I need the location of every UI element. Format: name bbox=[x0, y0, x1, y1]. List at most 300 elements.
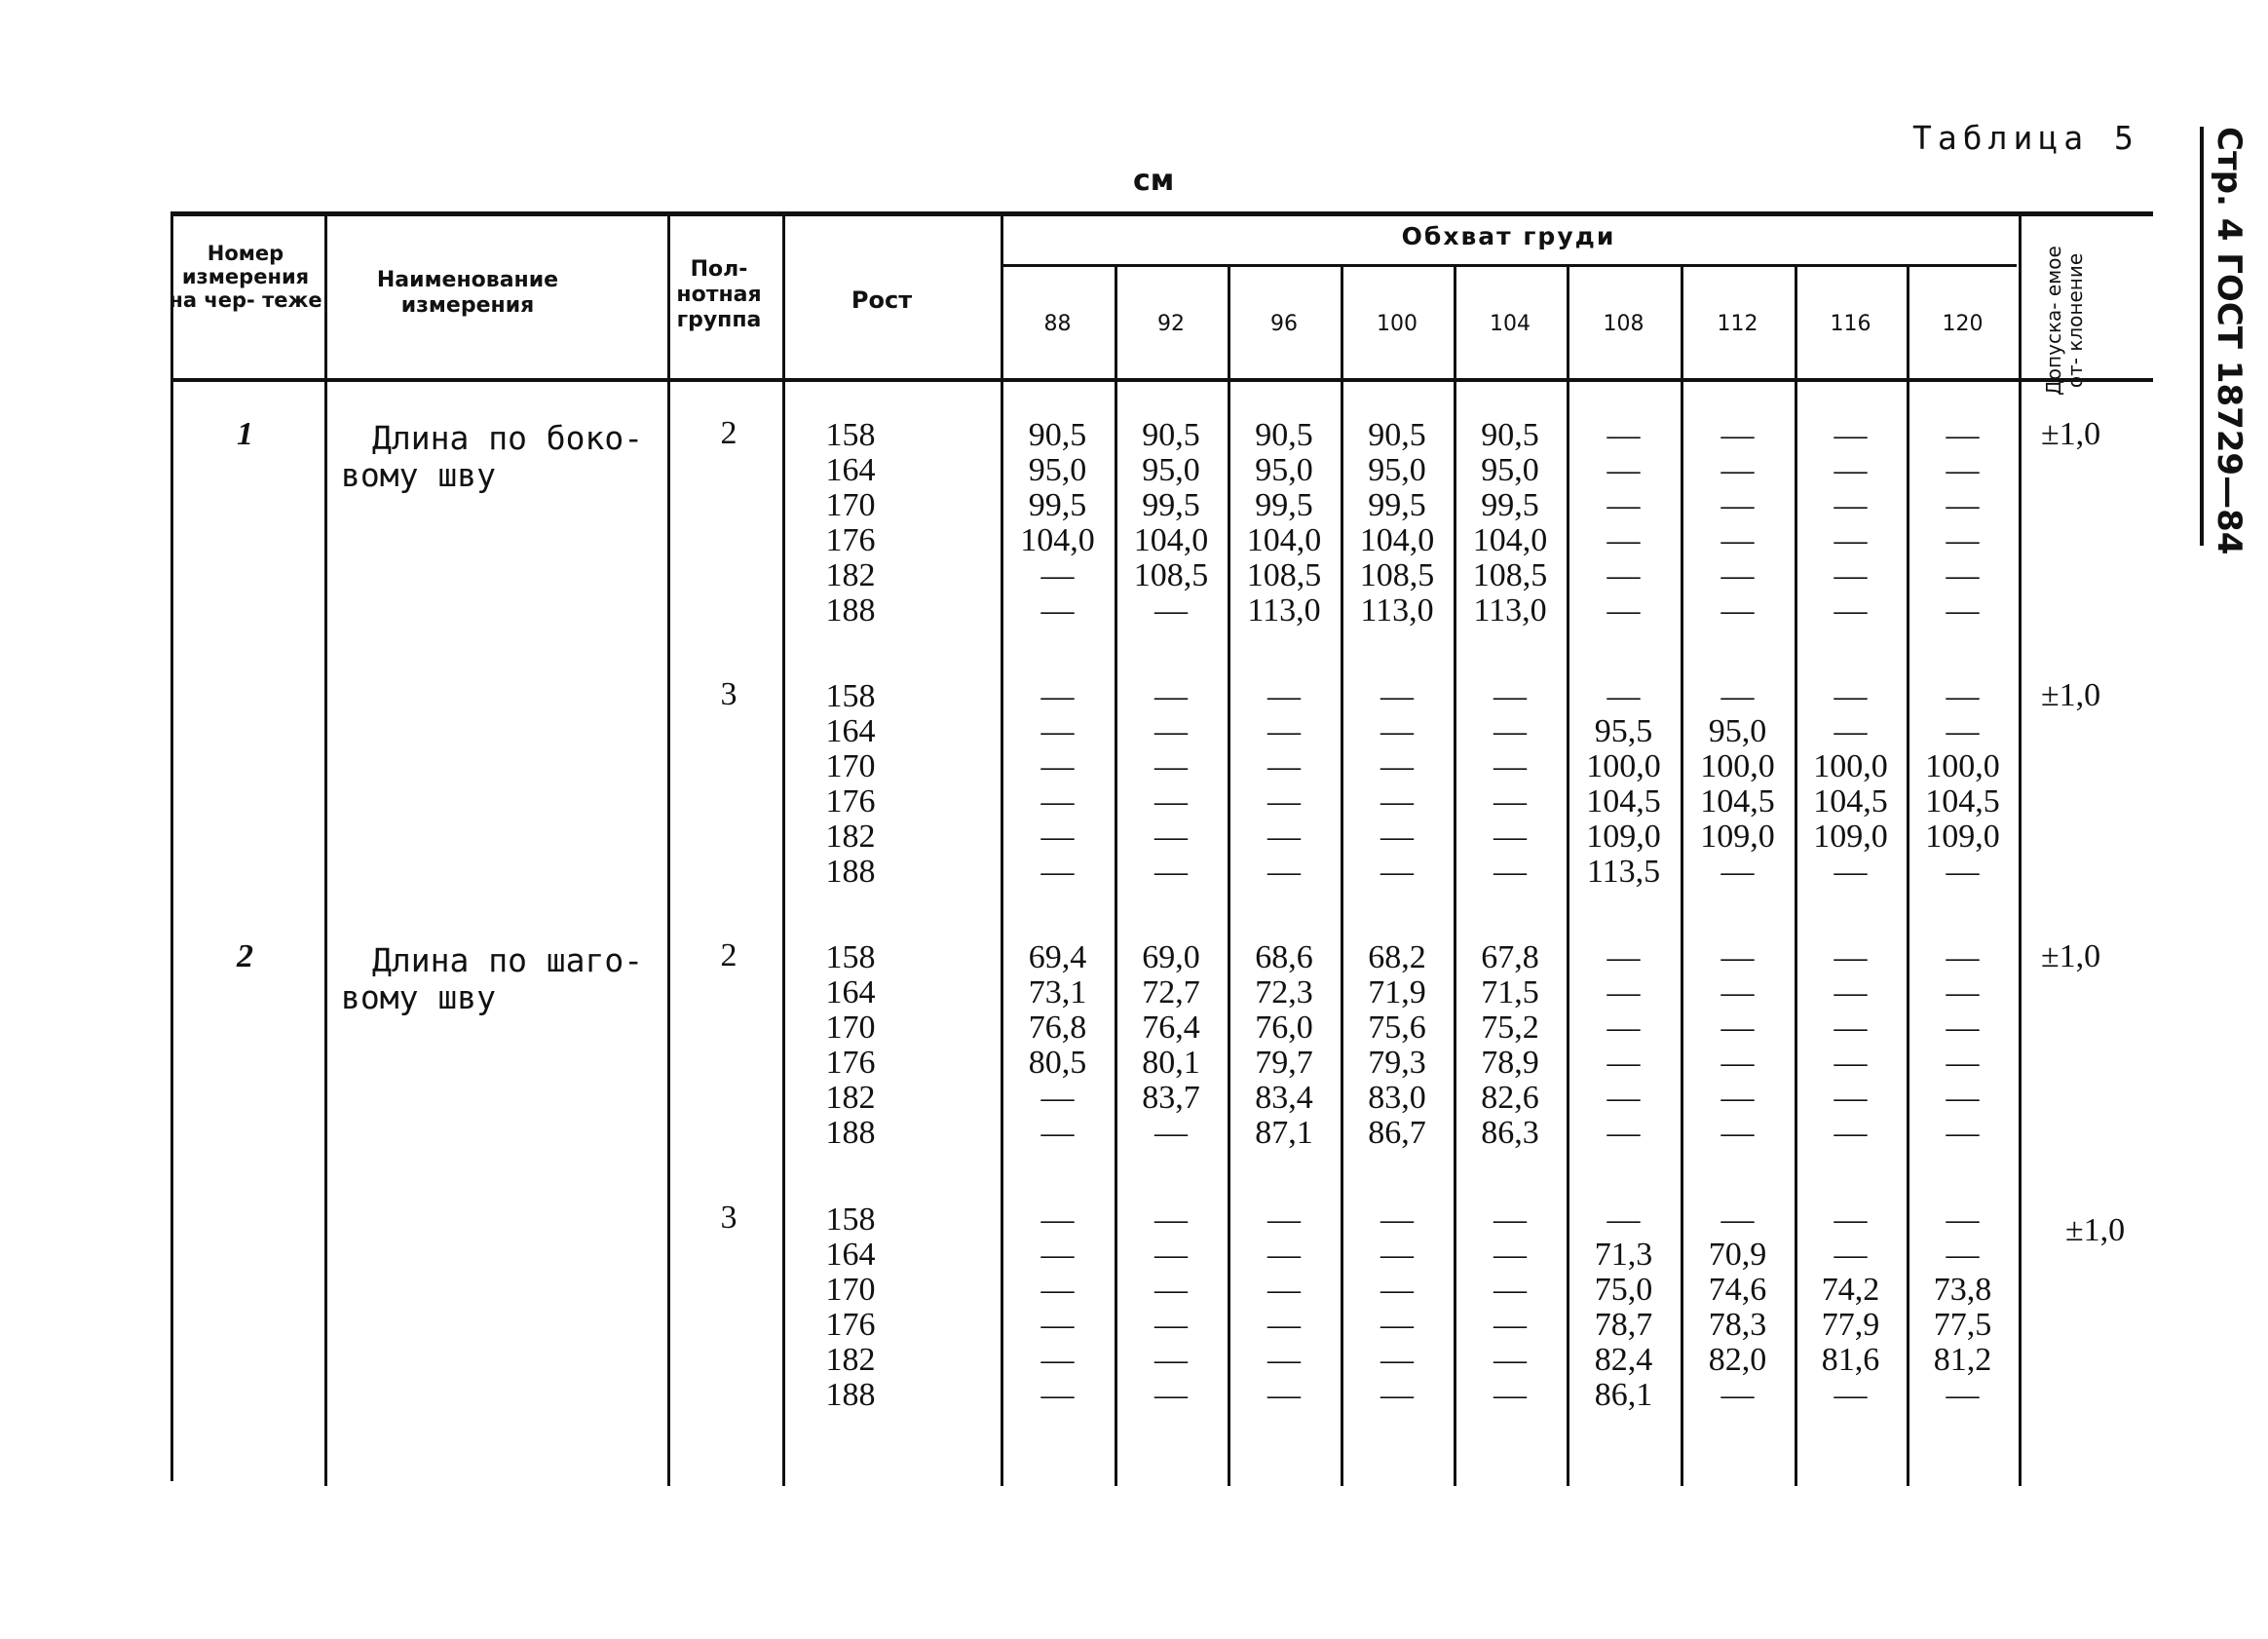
cell-value: — bbox=[1720, 522, 1755, 558]
cell-value: — bbox=[1040, 592, 1075, 629]
cell-value: — bbox=[1380, 1272, 1414, 1308]
chest-column-values bbox=[1455, 1202, 1565, 1413]
cell-value: — bbox=[1380, 678, 1414, 714]
chest-size-header: 112 bbox=[1717, 312, 1758, 336]
cell-value: — bbox=[1946, 1377, 1980, 1413]
cell-value: 73,1 bbox=[1028, 974, 1087, 1010]
cell-value: — bbox=[1040, 819, 1075, 855]
chest-column-values bbox=[1116, 679, 1226, 890]
side-header-text: Стр. 4 ГОСТ 18729—84 bbox=[2210, 127, 2249, 555]
cell-value: — bbox=[1154, 748, 1188, 784]
cell-value: 74,6 bbox=[1708, 1272, 1767, 1308]
cell-value: 86,3 bbox=[1481, 1115, 1539, 1151]
cell-value: — bbox=[1606, 1045, 1641, 1081]
cell-value: 79,3 bbox=[1368, 1045, 1426, 1081]
cell-value: — bbox=[1493, 1237, 1527, 1273]
measurement-number: 2 bbox=[237, 938, 253, 974]
cell-value: — bbox=[1267, 854, 1301, 890]
cell-value: — bbox=[1720, 1080, 1755, 1116]
cell-value: 80,5 bbox=[1028, 1045, 1087, 1081]
cell-value: — bbox=[1946, 678, 1980, 714]
side-margin-rule bbox=[2200, 127, 2204, 546]
height-value: 164 bbox=[825, 1237, 876, 1273]
header-meas-no bbox=[168, 242, 323, 312]
cell-value: 104,5 bbox=[1586, 783, 1661, 820]
cell-value: — bbox=[1493, 819, 1527, 855]
cell-value: — bbox=[1833, 1201, 1868, 1238]
cell-value: — bbox=[1154, 1115, 1188, 1151]
cell-value: — bbox=[1946, 713, 1980, 749]
cell-value: 99,5 bbox=[1481, 487, 1539, 523]
header-meas-name bbox=[351, 268, 585, 319]
header-group bbox=[665, 257, 773, 333]
cell-value: 77,9 bbox=[1821, 1307, 1880, 1343]
cell-value: — bbox=[1833, 557, 1868, 593]
cell-value: — bbox=[1380, 854, 1414, 890]
chest-size-header: 120 bbox=[1942, 312, 1984, 336]
height-value: 164 bbox=[825, 452, 876, 488]
cell-value: 104,5 bbox=[1813, 783, 1888, 820]
cell-value: — bbox=[1720, 487, 1755, 523]
cell-value: — bbox=[1606, 1201, 1641, 1238]
cell-value: — bbox=[1040, 783, 1075, 820]
cell-value: — bbox=[1267, 1272, 1301, 1308]
cell-value: — bbox=[1946, 1237, 1980, 1273]
cell-value: — bbox=[1946, 974, 1980, 1010]
cell-value: 71,5 bbox=[1481, 974, 1539, 1010]
cell-value: — bbox=[1946, 1045, 1980, 1081]
cell-value: — bbox=[1946, 1115, 1980, 1151]
cell-value: — bbox=[1946, 1010, 1980, 1046]
chest-column-values bbox=[1455, 679, 1565, 890]
cell-value: — bbox=[1380, 819, 1414, 855]
chest-column-values bbox=[1796, 1202, 1905, 1413]
header-group-text: Пол- нотная группа bbox=[676, 257, 762, 332]
cell-value: 81,6 bbox=[1821, 1342, 1880, 1378]
chest-column-values bbox=[1002, 679, 1113, 890]
cell-value: 78,3 bbox=[1708, 1307, 1767, 1343]
cell-value: 68,6 bbox=[1255, 939, 1313, 975]
cell-value: — bbox=[1267, 1342, 1301, 1378]
chest-column-values bbox=[1682, 940, 1793, 1151]
column-rule bbox=[2019, 216, 2022, 1486]
cell-value: 87,1 bbox=[1255, 1115, 1313, 1151]
cell-value: — bbox=[1493, 1342, 1527, 1378]
chest-column-values bbox=[1116, 418, 1226, 629]
fullness-group: 2 bbox=[720, 937, 737, 973]
cell-value: 113,0 bbox=[1473, 592, 1547, 629]
chest-size-header: 104 bbox=[1490, 312, 1531, 336]
chest-column-values bbox=[1116, 1202, 1226, 1413]
tolerance-value: ±1,0 bbox=[2041, 938, 2101, 974]
cell-value: 104,0 bbox=[1133, 522, 1209, 558]
height-value: 188 bbox=[825, 1377, 876, 1413]
cell-value: — bbox=[1040, 1201, 1075, 1238]
cell-value: — bbox=[1720, 974, 1755, 1010]
cell-value: 77,5 bbox=[1933, 1307, 1992, 1343]
measurement-name-line: вому шву bbox=[341, 978, 496, 1016]
cell-value: — bbox=[1720, 854, 1755, 890]
header-chest-group-text: Обхват груди bbox=[1401, 222, 1616, 250]
measurement-name bbox=[341, 420, 643, 494]
chest-column-values bbox=[1342, 940, 1452, 1151]
chest-group-rule bbox=[1001, 264, 2017, 267]
height-value: 176 bbox=[825, 522, 876, 558]
cell-value: — bbox=[1833, 1010, 1868, 1046]
cell-value: 104,0 bbox=[1020, 522, 1095, 558]
cell-value: — bbox=[1267, 1377, 1301, 1413]
chest-column-values bbox=[1229, 679, 1339, 890]
cell-value: 104,5 bbox=[1700, 783, 1775, 820]
cell-value: 69,0 bbox=[1142, 939, 1200, 975]
height-value: 182 bbox=[825, 1080, 876, 1116]
cell-value: — bbox=[1154, 592, 1188, 629]
cell-value: — bbox=[1606, 1115, 1641, 1151]
cell-value: 109,0 bbox=[1586, 819, 1661, 855]
header-height bbox=[789, 288, 974, 312]
header-meas-no-text: Номер измерения на чер- теже bbox=[169, 242, 322, 312]
height-value: 182 bbox=[825, 1342, 876, 1378]
height-list bbox=[816, 1202, 885, 1413]
cell-value: — bbox=[1267, 748, 1301, 784]
cell-value: — bbox=[1606, 1080, 1641, 1116]
cell-value: 72,7 bbox=[1142, 974, 1200, 1010]
cell-value: 69,4 bbox=[1028, 939, 1087, 975]
cell-value: 109,0 bbox=[1925, 819, 2000, 855]
cell-value: — bbox=[1833, 713, 1868, 749]
cell-value: — bbox=[1493, 678, 1527, 714]
height-value: 158 bbox=[825, 1201, 876, 1238]
column-rule bbox=[170, 216, 173, 1481]
cell-value: — bbox=[1493, 713, 1527, 749]
cell-value: — bbox=[1720, 678, 1755, 714]
cell-value: 90,5 bbox=[1368, 417, 1426, 453]
measurement-name-line: Длина по шаго- bbox=[372, 941, 644, 979]
chest-column-values bbox=[1796, 679, 1905, 890]
chest-column-values bbox=[1682, 679, 1793, 890]
cell-value: 74,2 bbox=[1821, 1272, 1880, 1308]
measurement-name-line: Длина по боко- bbox=[372, 419, 644, 457]
chest-column-values bbox=[1002, 940, 1113, 1151]
cell-value: — bbox=[1720, 592, 1755, 629]
cell-value: — bbox=[1154, 783, 1188, 820]
cell-value: 99,5 bbox=[1028, 487, 1087, 523]
cell-value: 100,0 bbox=[1925, 748, 2000, 784]
cell-value: 95,0 bbox=[1368, 452, 1426, 488]
height-value: 170 bbox=[825, 487, 876, 523]
chest-column-values bbox=[1002, 418, 1113, 629]
height-value: 188 bbox=[825, 592, 876, 629]
cell-value: — bbox=[1040, 1237, 1075, 1273]
cell-value: — bbox=[1720, 1377, 1755, 1413]
chest-column-values bbox=[1342, 679, 1452, 890]
cell-value: — bbox=[1380, 783, 1414, 820]
cell-value: — bbox=[1606, 678, 1641, 714]
fullness-group: 3 bbox=[720, 676, 737, 712]
cell-value: — bbox=[1267, 783, 1301, 820]
height-value: 176 bbox=[825, 1307, 876, 1343]
cell-value: 113,0 bbox=[1360, 592, 1434, 629]
cell-value: — bbox=[1267, 678, 1301, 714]
cell-value: 90,5 bbox=[1142, 417, 1200, 453]
chest-column-values bbox=[1002, 1202, 1113, 1413]
cell-value: — bbox=[1946, 452, 1980, 488]
cell-value: — bbox=[1380, 1342, 1414, 1378]
cell-value: — bbox=[1833, 1045, 1868, 1081]
cell-value: 75,0 bbox=[1594, 1272, 1653, 1308]
cell-value: — bbox=[1946, 417, 1980, 453]
column-rule bbox=[782, 216, 785, 1486]
chest-column-values bbox=[1569, 940, 1679, 1151]
cell-value: — bbox=[1946, 522, 1980, 558]
measurement-number: 1 bbox=[237, 416, 253, 452]
cell-value: 95,0 bbox=[1481, 452, 1539, 488]
cell-value: 104,5 bbox=[1925, 783, 2000, 820]
cell-value: — bbox=[1493, 1272, 1527, 1308]
cell-value: — bbox=[1267, 1307, 1301, 1343]
cell-value: — bbox=[1380, 748, 1414, 784]
header-bottom-rule bbox=[170, 378, 2153, 382]
cell-value: 83,4 bbox=[1255, 1080, 1313, 1116]
cell-value: — bbox=[1946, 592, 1980, 629]
cell-value: — bbox=[1833, 1080, 1868, 1116]
cell-value: — bbox=[1833, 487, 1868, 523]
cell-value: — bbox=[1154, 1272, 1188, 1308]
chest-column-values bbox=[1909, 1202, 2017, 1413]
height-value: 170 bbox=[825, 1010, 876, 1046]
cell-value: — bbox=[1946, 854, 1980, 890]
cell-value: — bbox=[1833, 1115, 1868, 1151]
chest-column-values bbox=[1909, 679, 2017, 890]
cell-value: 90,5 bbox=[1028, 417, 1087, 453]
cell-value: 108,5 bbox=[1246, 557, 1322, 593]
cell-value: — bbox=[1154, 678, 1188, 714]
table-top-rule bbox=[170, 211, 2153, 216]
cell-value: — bbox=[1833, 592, 1868, 629]
cell-value: — bbox=[1267, 1237, 1301, 1273]
chest-size-header: 96 bbox=[1270, 312, 1298, 336]
cell-value: 86,1 bbox=[1594, 1377, 1653, 1413]
chest-column-values bbox=[1682, 1202, 1793, 1413]
cell-value: 104,0 bbox=[1472, 522, 1548, 558]
chest-size-header: 88 bbox=[1043, 312, 1072, 336]
cell-value: — bbox=[1154, 854, 1188, 890]
tolerance-value: ±1,0 bbox=[2065, 1212, 2126, 1248]
cell-value: — bbox=[1493, 854, 1527, 890]
cell-value: — bbox=[1380, 1377, 1414, 1413]
height-value: 182 bbox=[825, 819, 876, 855]
cell-value: — bbox=[1267, 1201, 1301, 1238]
cell-value: 95,0 bbox=[1142, 452, 1200, 488]
cell-value: — bbox=[1380, 1201, 1414, 1238]
height-value: 164 bbox=[825, 974, 876, 1010]
cell-value: 113,5 bbox=[1586, 854, 1661, 890]
cell-value: — bbox=[1720, 1045, 1755, 1081]
table-title: Таблица 5 bbox=[1912, 119, 2139, 157]
cell-value: 108,5 bbox=[1472, 557, 1548, 593]
cell-value: — bbox=[1833, 522, 1868, 558]
cell-value: — bbox=[1946, 1080, 1980, 1116]
height-list bbox=[816, 940, 885, 1151]
chest-column-values bbox=[1569, 679, 1679, 890]
cell-value: 95,5 bbox=[1594, 713, 1653, 749]
height-value: 176 bbox=[825, 1045, 876, 1081]
cell-value: — bbox=[1040, 748, 1075, 784]
cell-value: — bbox=[1040, 1342, 1075, 1378]
cell-value: 71,9 bbox=[1368, 974, 1426, 1010]
chest-size-header: 92 bbox=[1157, 312, 1185, 336]
chest-column-values bbox=[1569, 1202, 1679, 1413]
page-side-header bbox=[2210, 127, 2249, 555]
cell-value: — bbox=[1606, 1010, 1641, 1046]
cell-value: — bbox=[1154, 1237, 1188, 1273]
cell-value: — bbox=[1606, 939, 1641, 975]
cell-value: — bbox=[1040, 557, 1075, 593]
cell-value: — bbox=[1267, 713, 1301, 749]
cell-value: 83,0 bbox=[1368, 1080, 1426, 1116]
height-value: 182 bbox=[825, 557, 876, 593]
cell-value: — bbox=[1833, 452, 1868, 488]
cell-value: 70,9 bbox=[1708, 1237, 1767, 1273]
measurement-name-line: вому шву bbox=[341, 456, 496, 494]
header-meas-name-text: Наименование измерения bbox=[376, 268, 559, 318]
chest-column-values bbox=[1682, 418, 1793, 629]
chest-column-values bbox=[1569, 418, 1679, 629]
cell-value: — bbox=[1606, 522, 1641, 558]
cell-value: — bbox=[1040, 1307, 1075, 1343]
height-list bbox=[816, 418, 885, 629]
cell-value: — bbox=[1040, 1377, 1075, 1413]
chest-size-header: 100 bbox=[1377, 312, 1418, 336]
height-value: 188 bbox=[825, 1115, 876, 1151]
cell-value: 95,0 bbox=[1255, 452, 1313, 488]
cell-value: — bbox=[1833, 678, 1868, 714]
chest-column-values bbox=[1342, 418, 1452, 629]
height-value: 164 bbox=[825, 713, 876, 749]
cell-value: 100,0 bbox=[1700, 748, 1775, 784]
height-value: 158 bbox=[825, 939, 876, 975]
cell-value: 80,1 bbox=[1142, 1045, 1200, 1081]
cell-value: 71,3 bbox=[1594, 1237, 1653, 1273]
cell-value: — bbox=[1720, 1010, 1755, 1046]
cell-value: 75,6 bbox=[1368, 1010, 1426, 1046]
chest-size-header: 116 bbox=[1830, 312, 1871, 336]
cell-value: 82,4 bbox=[1594, 1342, 1653, 1378]
cell-value: — bbox=[1720, 1115, 1755, 1151]
cell-value: 78,7 bbox=[1594, 1307, 1653, 1343]
header-tolerance bbox=[2043, 233, 2107, 408]
cell-value: 81,2 bbox=[1933, 1342, 1992, 1378]
cell-value: — bbox=[1380, 1307, 1414, 1343]
cell-value: — bbox=[1493, 1307, 1527, 1343]
cell-value: 83,7 bbox=[1142, 1080, 1200, 1116]
cell-value: — bbox=[1040, 1115, 1075, 1151]
cell-value: — bbox=[1267, 819, 1301, 855]
cell-value: — bbox=[1833, 854, 1868, 890]
chest-column-values bbox=[1229, 940, 1339, 1151]
cell-value: — bbox=[1154, 1307, 1188, 1343]
cell-value: 76,4 bbox=[1142, 1010, 1200, 1046]
fullness-group: 2 bbox=[720, 415, 737, 451]
cell-value: — bbox=[1154, 713, 1188, 749]
cell-value: — bbox=[1380, 1237, 1414, 1273]
cell-value: — bbox=[1493, 1201, 1527, 1238]
cell-value: 82,6 bbox=[1481, 1080, 1539, 1116]
cell-value: 109,0 bbox=[1813, 819, 1888, 855]
cell-value: — bbox=[1946, 939, 1980, 975]
cell-value: 82,0 bbox=[1708, 1342, 1767, 1378]
cell-value: 100,0 bbox=[1586, 748, 1661, 784]
column-rule bbox=[667, 216, 670, 1486]
cell-value: — bbox=[1606, 557, 1641, 593]
cell-value: — bbox=[1493, 1377, 1527, 1413]
cell-value: — bbox=[1493, 783, 1527, 820]
height-value: 188 bbox=[825, 854, 876, 890]
cell-value: — bbox=[1720, 417, 1755, 453]
cell-value: 90,5 bbox=[1481, 417, 1539, 453]
cell-value: — bbox=[1946, 557, 1980, 593]
cell-value: 104,0 bbox=[1246, 522, 1322, 558]
chest-column-values bbox=[1796, 418, 1905, 629]
cell-value: — bbox=[1606, 452, 1641, 488]
cell-value: 95,0 bbox=[1028, 452, 1087, 488]
cell-value: — bbox=[1040, 854, 1075, 890]
cell-value: — bbox=[1720, 939, 1755, 975]
cell-value: 79,7 bbox=[1255, 1045, 1313, 1081]
chest-size-header: 108 bbox=[1603, 312, 1644, 336]
cell-value: — bbox=[1040, 1272, 1075, 1308]
cell-value: — bbox=[1833, 974, 1868, 1010]
tolerance-value: ±1,0 bbox=[2041, 416, 2101, 452]
chest-column-values bbox=[1455, 940, 1565, 1151]
cell-value: — bbox=[1946, 487, 1980, 523]
cell-value: 90,5 bbox=[1255, 417, 1313, 453]
cell-value: 108,5 bbox=[1133, 557, 1209, 593]
unit-label: см bbox=[1133, 164, 1175, 198]
cell-value: — bbox=[1833, 939, 1868, 975]
height-value: 176 bbox=[825, 783, 876, 820]
header-chest-group bbox=[1001, 222, 2017, 250]
cell-value: — bbox=[1720, 452, 1755, 488]
cell-value: 78,9 bbox=[1481, 1045, 1539, 1081]
cell-value: — bbox=[1946, 1201, 1980, 1238]
chest-column-values bbox=[1455, 418, 1565, 629]
cell-value: — bbox=[1606, 592, 1641, 629]
cell-value: — bbox=[1154, 1377, 1188, 1413]
cell-value: 113,0 bbox=[1247, 592, 1321, 629]
cell-value: 76,0 bbox=[1255, 1010, 1313, 1046]
cell-value: 73,8 bbox=[1933, 1272, 1992, 1308]
cell-value: 86,7 bbox=[1368, 1115, 1426, 1151]
height-value: 170 bbox=[825, 1272, 876, 1308]
cell-value: 104,0 bbox=[1359, 522, 1435, 558]
tolerance-value: ±1,0 bbox=[2041, 677, 2101, 713]
height-list bbox=[816, 679, 885, 890]
measurement-name bbox=[341, 942, 643, 1016]
chest-column-values bbox=[1342, 1202, 1452, 1413]
cell-value: 95,0 bbox=[1708, 713, 1767, 749]
cell-value: — bbox=[1606, 487, 1641, 523]
chest-column-values bbox=[1229, 418, 1339, 629]
cell-value: 99,5 bbox=[1142, 487, 1200, 523]
cell-value: — bbox=[1606, 974, 1641, 1010]
cell-value: 75,2 bbox=[1481, 1010, 1539, 1046]
cell-value: — bbox=[1154, 819, 1188, 855]
cell-value: — bbox=[1720, 557, 1755, 593]
cell-value: 68,2 bbox=[1368, 939, 1426, 975]
cell-value: 108,5 bbox=[1359, 557, 1435, 593]
cell-value: — bbox=[1833, 1237, 1868, 1273]
